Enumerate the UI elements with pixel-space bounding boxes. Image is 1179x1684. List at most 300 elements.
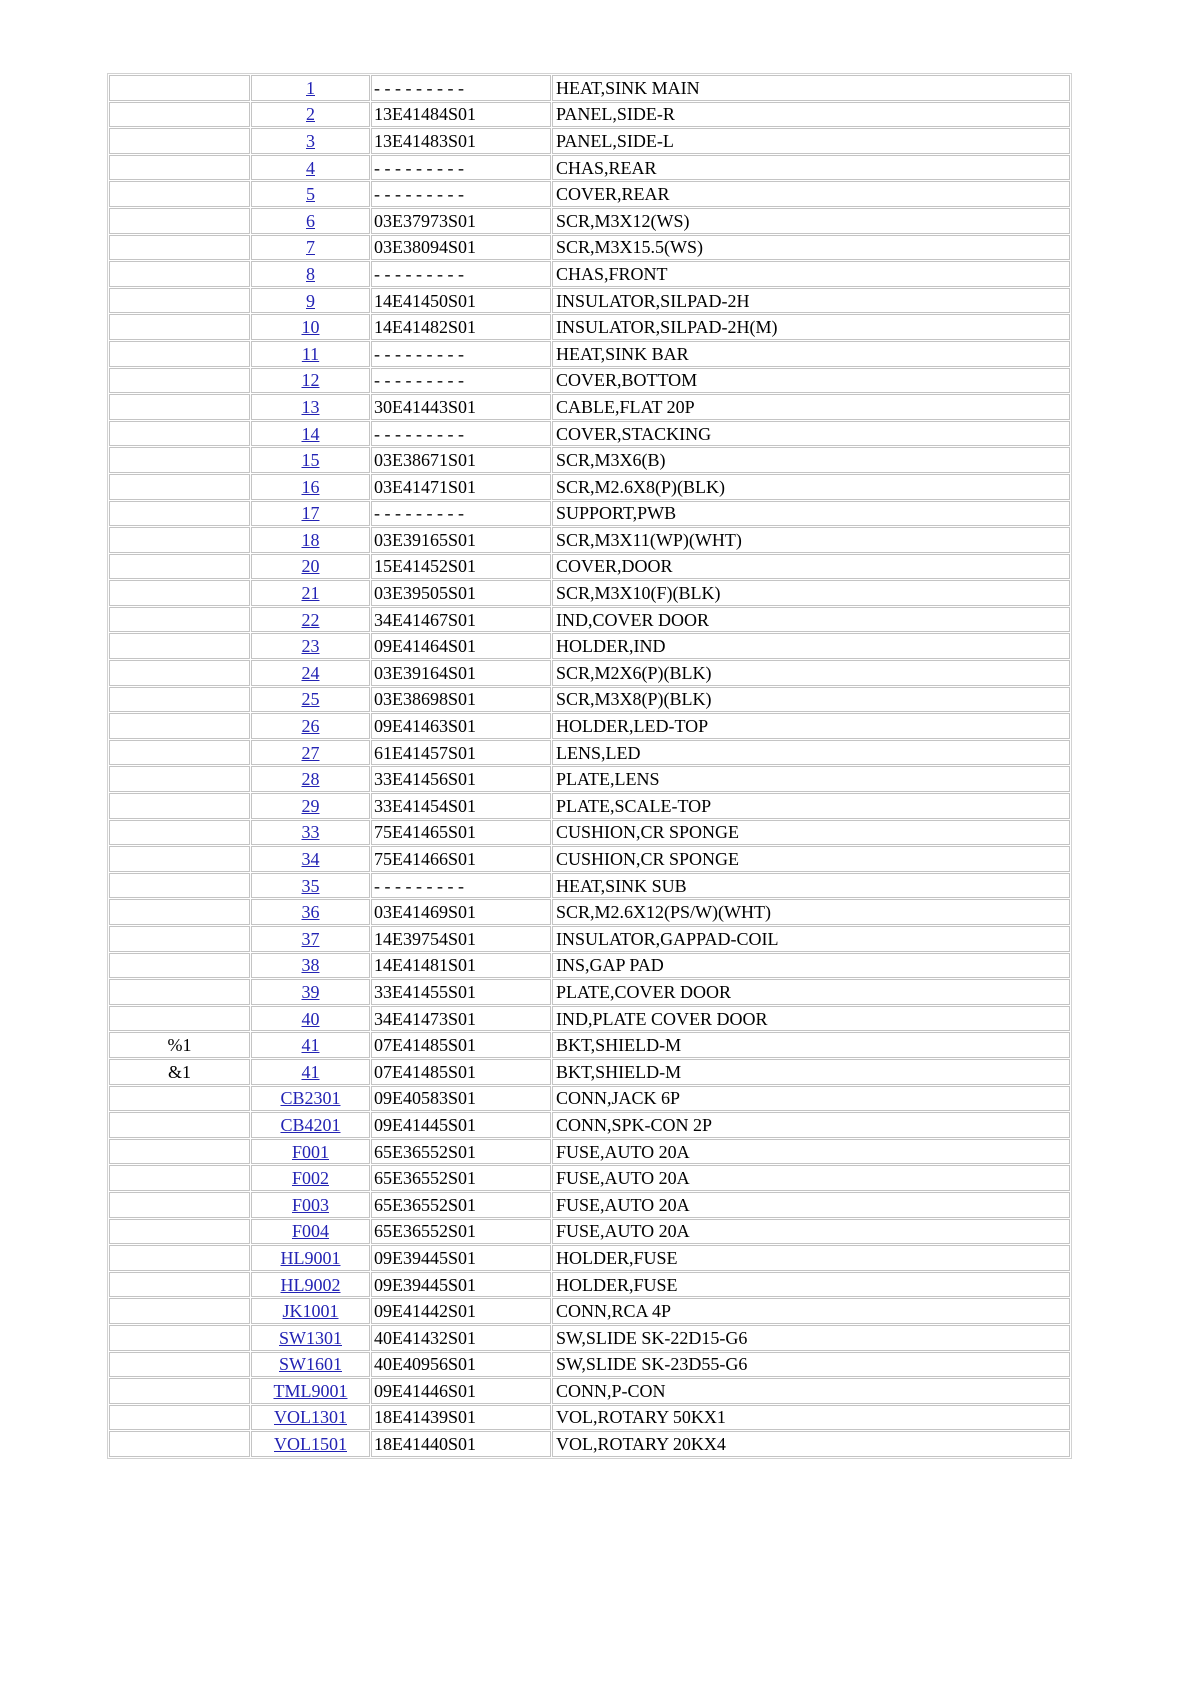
note-cell [109,846,250,872]
table-row [109,820,1070,846]
ref-cell [251,660,370,686]
part-number-cell: 14E39754S01 [371,926,551,952]
part-number-cell: 09E41442S01 [371,1298,551,1324]
part-number-cell: 65E36552S01 [371,1192,551,1218]
ref-cell [251,979,370,1005]
ref-cell [251,208,370,234]
description-cell: SCR,M3X15.5(WS) [552,235,1070,261]
note-cell [109,687,250,713]
part-number-cell: 40E40956S01 [371,1352,551,1378]
part-number-cell: 18E41439S01 [371,1405,551,1431]
ref-cell [251,155,370,181]
description-cell: PANEL,SIDE-L [552,128,1070,154]
description-cell: LENS,LED [552,740,1070,766]
description-cell: INSULATOR,SILPAD-2H [552,288,1070,314]
note-cell [109,341,250,367]
part-number-cell: 33E41456S01 [371,766,551,792]
ref-link[interactable]: 7 [306,237,315,258]
ref-link[interactable]: VOL1301 [274,1407,347,1428]
table-row [109,1431,1070,1457]
note-cell [109,820,250,846]
part-number-cell: 75E41466S01 [371,846,551,872]
table-row [109,899,1070,925]
table-row [109,1272,1070,1298]
description-cell: CONN,SPK-CON 2P [552,1112,1070,1138]
ref-cell [251,1139,370,1165]
description-cell: FUSE,AUTO 20A [552,1219,1070,1245]
table-row [109,288,1070,314]
ref-cell [251,687,370,713]
description-cell: SCR,M2.6X12(PS/W)(WHT) [552,899,1070,925]
ref-link[interactable]: 12 [301,370,320,391]
note-cell [109,75,250,101]
part-number-cell: 14E41482S01 [371,314,551,340]
ref-cell [251,554,370,580]
table-row [109,341,1070,367]
part-number-cell: - - - - - - - - - [371,155,551,181]
table-row [109,1112,1070,1138]
description-cell: FUSE,AUTO 20A [552,1139,1070,1165]
description-cell: COVER,BOTTOM [552,368,1070,394]
table-row [109,687,1070,713]
ref-cell [251,501,370,527]
ref-cell [251,181,370,207]
description-cell: SW,SLIDE SK-22D15-G6 [552,1325,1070,1351]
table-row [109,713,1070,739]
description-cell: CONN,JACK 6P [552,1086,1070,1112]
ref-cell [251,1006,370,1032]
ref-cell [251,766,370,792]
note-cell [109,1325,250,1351]
description-cell: SCR,M3X8(P)(BLK) [552,687,1070,713]
ref-link[interactable]: 28 [301,769,320,790]
table-row [109,740,1070,766]
note-cell [109,128,250,154]
description-cell: HOLDER,FUSE [552,1272,1070,1298]
note-cell [109,1112,250,1138]
ref-cell [251,341,370,367]
table-row [109,953,1070,979]
ref-cell [251,1431,370,1457]
ref-cell [251,368,370,394]
part-number-cell: 34E41473S01 [371,1006,551,1032]
description-cell: VOL,ROTARY 20KX4 [552,1431,1070,1457]
description-cell: IND,PLATE COVER DOOR [552,1006,1070,1032]
ref-cell [251,1059,370,1085]
part-number-cell: 07E41485S01 [371,1032,551,1058]
note-cell [109,1006,250,1032]
ref-link[interactable]: 17 [301,503,320,524]
description-cell: SCR,M2.6X8(P)(BLK) [552,474,1070,500]
description-cell: SCR,M3X12(WS) [552,208,1070,234]
part-number-cell: 03E37973S01 [371,208,551,234]
ref-link[interactable]: 2 [306,104,315,125]
parts-table-body [109,75,1070,1457]
ref-cell [251,1245,370,1271]
table-row [109,1165,1070,1191]
ref-cell [251,713,370,739]
description-cell: HOLDER,FUSE [552,1245,1070,1271]
table-row [109,660,1070,686]
table-row [109,873,1070,899]
table-row [109,501,1070,527]
note-cell [109,208,250,234]
ref-link[interactable]: F004 [291,1221,329,1242]
table-row [109,208,1070,234]
note-cell [109,554,250,580]
part-number-cell: 30E41443S01 [371,394,551,420]
note-cell [109,102,250,128]
ref-link[interactable]: 41 [301,1035,320,1056]
part-number-cell: - - - - - - - - - [371,181,551,207]
description-cell: BKT,SHIELD-M [552,1032,1070,1058]
description-cell: CONN,P-CON [552,1378,1070,1404]
ref-link[interactable]: VOL1501 [274,1434,347,1455]
table-row [109,793,1070,819]
ref-link[interactable]: F003 [291,1194,329,1215]
part-number-cell: 03E41471S01 [371,474,551,500]
part-number-cell: 15E41452S01 [371,554,551,580]
description-cell: SCR,M3X10(F)(BLK) [552,580,1070,606]
ref-link[interactable]: 8 [306,263,315,284]
note-cell [109,394,250,420]
ref-cell [251,288,370,314]
table-row [109,1006,1070,1032]
note-cell [109,1298,250,1324]
note-cell: &1 [109,1059,250,1085]
ref-cell [251,793,370,819]
ref-cell [251,607,370,633]
ref-link[interactable]: TML9001 [273,1380,348,1401]
note-cell [109,261,250,287]
ref-link[interactable]: 15 [301,450,320,471]
table-row [109,235,1070,261]
ref-link[interactable]: HL9001 [280,1247,341,1268]
note-cell [109,793,250,819]
ref-cell [251,527,370,553]
table-row [109,75,1070,101]
description-cell: SCR,M3X11(WP)(WHT) [552,527,1070,553]
part-number-cell: 09E41464S01 [371,633,551,659]
ref-cell [251,1325,370,1351]
note-cell [109,713,250,739]
note-cell [109,740,250,766]
description-cell: INSULATOR,SILPAD-2H(M) [552,314,1070,340]
part-number-cell: 40E41432S01 [371,1325,551,1351]
part-number-cell: - - - - - - - - - [371,341,551,367]
part-number-cell: - - - - - - - - - [371,421,551,447]
table-row [109,1086,1070,1112]
ref-link[interactable]: 3 [306,130,315,151]
table-row [109,181,1070,207]
table-row [109,766,1070,792]
part-number-cell: 03E41469S01 [371,899,551,925]
ref-cell [251,421,370,447]
note-cell [109,1272,250,1298]
ref-link[interactable]: 39 [301,981,320,1002]
description-cell: FUSE,AUTO 20A [552,1165,1070,1191]
part-number-cell: 65E36552S01 [371,1165,551,1191]
note-cell [109,1352,250,1378]
ref-link[interactable]: 35 [301,875,320,896]
table-row [109,633,1070,659]
part-number-cell: - - - - - - - - - [371,873,551,899]
table-row [109,1405,1070,1431]
table-row [109,1298,1070,1324]
table-row [109,368,1070,394]
table-row [109,1378,1070,1404]
ref-link[interactable]: 18 [301,529,320,550]
note-cell [109,501,250,527]
part-number-cell: 09E39445S01 [371,1272,551,1298]
table-row [109,607,1070,633]
ref-link[interactable]: HL9002 [280,1274,341,1295]
ref-link[interactable]: 14 [301,423,320,444]
ref-cell [251,1219,370,1245]
table-row [109,102,1070,128]
ref-cell [251,873,370,899]
note-cell [109,1086,250,1112]
table-row [109,421,1070,447]
note-cell [109,447,250,473]
description-cell: CUSHION,CR SPONGE [552,846,1070,872]
note-cell [109,660,250,686]
ref-cell [251,1192,370,1218]
table-row [109,394,1070,420]
table-row [109,527,1070,553]
parts-table [107,73,1072,1459]
description-cell: SCR,M3X6(B) [552,447,1070,473]
ref-link[interactable]: 4 [306,157,315,178]
note-cell [109,633,250,659]
ref-link[interactable]: 13 [301,396,320,417]
table-row [109,979,1070,1005]
ref-link[interactable]: CB4201 [280,1114,341,1135]
description-cell: CHAS,FRONT [552,261,1070,287]
table-row [109,474,1070,500]
description-cell: PLATE,LENS [552,766,1070,792]
table-row [109,1325,1070,1351]
table-row [109,554,1070,580]
ref-link[interactable]: 1 [306,77,315,98]
description-cell: COVER,REAR [552,181,1070,207]
description-cell: CABLE,FLAT 20P [552,394,1070,420]
ref-link[interactable]: 10 [301,317,320,338]
note-cell [109,288,250,314]
ref-link[interactable]: 23 [301,636,320,657]
note-cell [109,527,250,553]
part-number-cell: 75E41465S01 [371,820,551,846]
ref-cell [251,1165,370,1191]
ref-cell [251,1112,370,1138]
description-cell: HOLDER,LED-TOP [552,713,1070,739]
part-number-cell: 03E39505S01 [371,580,551,606]
ref-link[interactable]: 27 [301,742,320,763]
ref-link[interactable]: 41 [301,1061,320,1082]
part-number-cell: 09E39445S01 [371,1245,551,1271]
description-cell: CONN,RCA 4P [552,1298,1070,1324]
ref-cell [251,1378,370,1404]
ref-link[interactable]: SW1601 [279,1354,342,1375]
ref-cell [251,474,370,500]
note-cell [109,873,250,899]
ref-cell [251,1272,370,1298]
description-cell: BKT,SHIELD-M [552,1059,1070,1085]
note-cell [109,1165,250,1191]
description-cell: HOLDER,IND [552,633,1070,659]
table-row [109,1139,1070,1165]
note-cell [109,1192,250,1218]
note-cell [109,953,250,979]
ref-cell [251,235,370,261]
ref-link[interactable]: 29 [301,795,320,816]
ref-link[interactable]: 33 [301,822,320,843]
note-cell [109,1139,250,1165]
note-cell [109,235,250,261]
description-cell: INSULATOR,GAPPAD-COIL [552,926,1070,952]
ref-cell [251,261,370,287]
part-number-cell: 03E39165S01 [371,527,551,553]
part-number-cell: 14E41450S01 [371,288,551,314]
part-number-cell: 09E40583S01 [371,1086,551,1112]
note-cell [109,580,250,606]
description-cell: HEAT,SINK MAIN [552,75,1070,101]
note-cell [109,766,250,792]
ref-link[interactable]: F002 [291,1168,329,1189]
part-number-cell: 33E41454S01 [371,793,551,819]
ref-link[interactable]: CB2301 [280,1088,341,1109]
part-number-cell: 65E36552S01 [371,1219,551,1245]
ref-link[interactable]: 21 [301,583,320,604]
table-row [109,314,1070,340]
table-row [109,926,1070,952]
ref-link[interactable]: JK1001 [282,1301,339,1322]
ref-cell [251,447,370,473]
ref-link[interactable]: 16 [301,476,320,497]
ref-link[interactable]: 20 [301,556,320,577]
ref-cell [251,1032,370,1058]
ref-cell [251,1086,370,1112]
ref-link[interactable]: 36 [301,902,320,923]
part-number-cell: 13E41483S01 [371,128,551,154]
part-number-cell: 18E41440S01 [371,1431,551,1457]
table-row [109,1192,1070,1218]
ref-cell [251,820,370,846]
part-number-cell: 34E41467S01 [371,607,551,633]
note-cell [109,979,250,1005]
ref-cell [251,740,370,766]
ref-link[interactable]: 9 [306,290,315,311]
ref-link[interactable]: 34 [301,849,320,870]
part-number-cell: 03E38094S01 [371,235,551,261]
description-cell: PLATE,COVER DOOR [552,979,1070,1005]
part-number-cell: - - - - - - - - - [371,501,551,527]
ref-cell [251,899,370,925]
ref-link[interactable]: 26 [301,716,320,737]
note-cell [109,155,250,181]
table-row [109,1245,1070,1271]
note-cell [109,368,250,394]
description-cell: SCR,M2X6(P)(BLK) [552,660,1070,686]
note-cell [109,1245,250,1271]
description-cell: COVER,DOOR [552,554,1070,580]
ref-cell [251,580,370,606]
ref-link[interactable]: SW1301 [279,1327,342,1348]
description-cell: COVER,STACKING [552,421,1070,447]
ref-link[interactable]: F001 [291,1141,329,1162]
note-cell [109,926,250,952]
ref-cell [251,394,370,420]
table-row [109,846,1070,872]
description-cell: SUPPORT,PWB [552,501,1070,527]
note-cell [109,607,250,633]
note-cell [109,1405,250,1431]
part-number-cell: 09E41463S01 [371,713,551,739]
part-number-cell: - - - - - - - - - [371,75,551,101]
part-number-cell: 13E41484S01 [371,102,551,128]
ref-link[interactable]: 40 [301,1008,320,1029]
note-cell [109,899,250,925]
note-cell [109,1431,250,1457]
ref-cell [251,926,370,952]
note-cell [109,1378,250,1404]
ref-cell [251,633,370,659]
ref-link[interactable]: 37 [301,928,320,949]
description-cell: IND,COVER DOOR [552,607,1070,633]
description-cell: PLATE,SCALE-TOP [552,793,1070,819]
description-cell: PANEL,SIDE-R [552,102,1070,128]
ref-link[interactable]: 11 [301,343,320,364]
note-cell [109,421,250,447]
ref-cell [251,1405,370,1431]
table-row [109,128,1070,154]
note-cell [109,314,250,340]
ref-cell [251,102,370,128]
ref-cell [251,953,370,979]
part-number-cell: 03E38698S01 [371,687,551,713]
part-number-cell: 07E41485S01 [371,1059,551,1085]
description-cell: FUSE,AUTO 20A [552,1192,1070,1218]
ref-cell [251,128,370,154]
description-cell: CUSHION,CR SPONGE [552,820,1070,846]
part-number-cell: 61E41457S01 [371,740,551,766]
description-cell: HEAT,SINK BAR [552,341,1070,367]
ref-link[interactable]: 24 [301,662,320,683]
description-cell: HEAT,SINK SUB [552,873,1070,899]
ref-cell [251,1352,370,1378]
description-cell: SW,SLIDE SK-23D55-G6 [552,1352,1070,1378]
ref-link[interactable]: 6 [306,210,315,231]
note-cell [109,181,250,207]
part-number-cell: - - - - - - - - - [371,368,551,394]
table-row [109,261,1070,287]
part-number-cell: - - - - - - - - - [371,261,551,287]
table-row [109,447,1070,473]
table-row [109,1059,1070,1085]
ref-link[interactable]: 25 [301,689,320,710]
part-number-cell: 09E41445S01 [371,1112,551,1138]
part-number-cell: 03E38671S01 [371,447,551,473]
ref-link[interactable]: 5 [306,184,315,205]
part-number-cell: 14E41481S01 [371,953,551,979]
note-cell: %1 [109,1032,250,1058]
description-cell: INS,GAP PAD [552,953,1070,979]
ref-link[interactable]: 22 [301,609,320,630]
ref-cell [251,314,370,340]
ref-cell [251,75,370,101]
part-number-cell: 33E41455S01 [371,979,551,1005]
ref-link[interactable]: 38 [301,955,320,976]
